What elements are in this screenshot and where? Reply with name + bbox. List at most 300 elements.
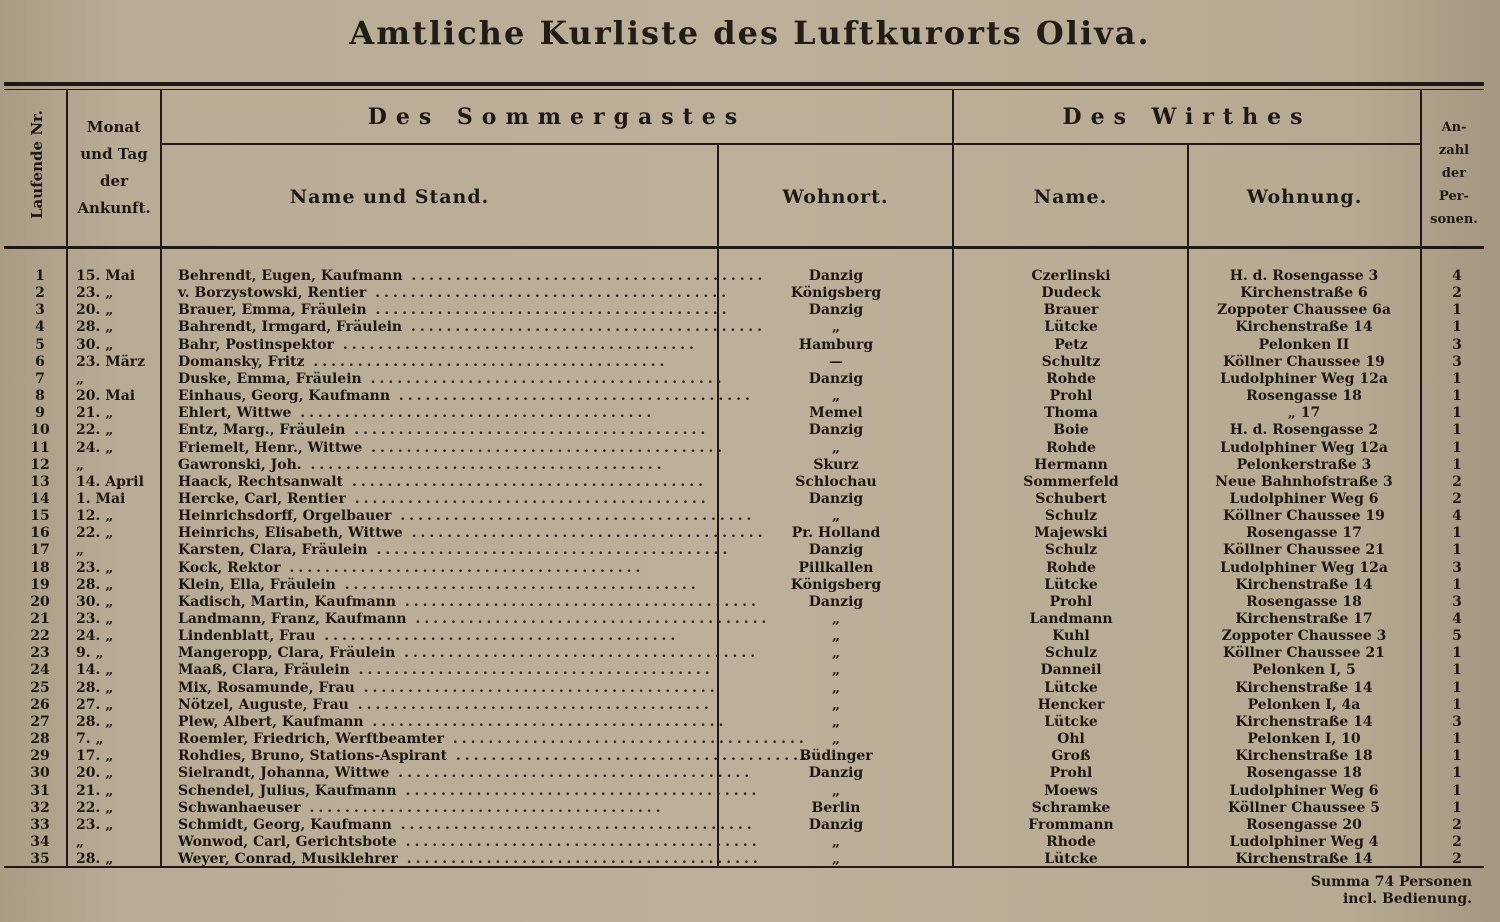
header-date-line: der: [100, 172, 128, 190]
row-arrival-date: 23. März: [76, 353, 146, 370]
row-person-count: 1: [1452, 405, 1462, 422]
row-host-name: Rohde: [1046, 559, 1096, 576]
row-number: 1: [35, 268, 45, 284]
row-arrival-date: „: [76, 456, 85, 473]
row-guest-name: [178, 370, 726, 388]
row-host-name: Brauer: [1043, 302, 1099, 319]
table-row: [0, 474, 1500, 491]
row-host-name: Petz: [1054, 336, 1088, 353]
row-guest-name: [178, 748, 811, 765]
row-guest-name: [178, 474, 708, 491]
row-guest-residence: Königsberg: [790, 285, 882, 302]
row-number: 16: [30, 525, 50, 542]
leader-dots: ........................................: [396, 593, 760, 610]
row-arrival-date: 30. „: [76, 593, 114, 610]
row-person-count: 2: [1452, 285, 1462, 302]
row-host-address: Kirchenstraße 14: [1235, 319, 1373, 336]
row-guest-residence: „: [831, 508, 841, 525]
row-number: 35: [30, 851, 50, 868]
row-host-address: Köllner Chaussee 5: [1228, 799, 1380, 816]
row-host-address: Kirchenstraße 18: [1235, 748, 1373, 765]
table-row: [0, 457, 1500, 474]
header-guest-name: Name und Stand.: [289, 186, 490, 208]
row-host-name: Hencker: [1037, 696, 1105, 713]
summa-total: Summa 74 Personen: [1310, 874, 1472, 890]
row-person-count: 1: [1452, 645, 1462, 662]
row-guest-name-text: Schmidt, Georg, Kaufmann: [178, 816, 392, 833]
row-number: 12: [30, 456, 50, 473]
row-guest-residence: Schlochau: [795, 473, 877, 490]
row-host-address: Rosengasse 17: [1246, 525, 1362, 542]
row-number: 17: [30, 542, 50, 559]
header-guest-group: Des Sommergastes: [367, 104, 747, 130]
leader-dots: ........................................: [304, 353, 669, 370]
row-guest-name: [178, 833, 761, 851]
header-date-line: und Tag: [80, 145, 148, 163]
row-person-count: 1: [1452, 456, 1462, 473]
row-number: 9: [35, 405, 45, 422]
row-guest-residence: Danzig: [808, 370, 864, 387]
row-number: 20: [30, 593, 50, 610]
header-count-line: An-: [1441, 120, 1467, 135]
row-person-count: 2: [1452, 473, 1462, 490]
row-arrival-date: 28. „: [76, 576, 114, 593]
row-host-name: Groß: [1051, 748, 1091, 765]
row-host-name: Prohl: [1049, 593, 1093, 610]
table-row: [0, 817, 1500, 834]
row-number: 22: [30, 628, 50, 645]
header-bottom-rule: [4, 246, 1484, 249]
row-number: 29: [30, 748, 50, 765]
table-row: [0, 354, 1500, 371]
leader-dots: ........................................: [363, 713, 728, 730]
row-host-address: H. d. Rosengasse 2: [1229, 422, 1379, 439]
table-row: [0, 714, 1500, 731]
row-guest-name-text: Rohdies, Bruno, Stations-Aspirant: [178, 748, 448, 765]
row-arrival-date: 22. „: [76, 799, 114, 816]
row-guest-name: [178, 302, 731, 319]
row-guest-name: [178, 422, 708, 439]
row-guest-name: [178, 542, 732, 559]
row-number: 25: [30, 679, 50, 696]
row-arrival-date: 20. „: [76, 302, 114, 319]
row-number: 28: [30, 731, 50, 748]
row-number: 18: [30, 559, 50, 576]
table-row: [0, 525, 1500, 542]
row-number: 27: [30, 713, 50, 730]
row-guest-residence: „: [831, 439, 841, 456]
row-person-count: 1: [1452, 370, 1462, 387]
top-rule: [4, 82, 1484, 86]
row-number: 4: [35, 319, 45, 336]
row-host-address: Rosengasse 18: [1246, 388, 1362, 405]
row-number: 6: [35, 353, 45, 370]
table-row: [0, 680, 1500, 697]
leader-dots: ........................................: [396, 833, 761, 850]
table-row: [0, 748, 1500, 765]
row-host-address: Ludolphiner Weg 6: [1229, 782, 1379, 799]
row-guest-name-text: Weyer, Conrad, Musiklehrer: [178, 851, 398, 868]
row-arrival-date: 14. „: [76, 662, 114, 679]
row-host-address: Kirchenstraße 17: [1235, 611, 1373, 627]
table-row: [0, 851, 1500, 868]
row-host-address: Kirchenstraße 6: [1240, 285, 1368, 302]
row-host-name: Dudeck: [1041, 285, 1101, 302]
row-host-name: Lütcke: [1044, 679, 1098, 696]
table-row: [0, 491, 1500, 508]
row-guest-name: [178, 816, 756, 834]
leader-dots: ........................................: [402, 319, 766, 336]
row-arrival-date: „: [76, 833, 85, 850]
row-guest-residence: Danzig: [808, 593, 864, 610]
row-host-address: Ludolphiner Weg 4: [1229, 833, 1379, 850]
row-host-name: Lütcke: [1044, 851, 1098, 868]
leader-dots: ........................................: [345, 490, 710, 507]
row-guest-name-text: Domansky, Fritz: [178, 353, 305, 370]
row-guest-residence: „: [831, 319, 841, 336]
row-person-count: 1: [1452, 748, 1462, 765]
leader-dots: ........................................: [345, 422, 710, 439]
row-guest-name-text: Klein, Ella, Fräulein: [178, 576, 336, 593]
row-person-count: 1: [1452, 388, 1462, 405]
row-arrival-date: 21. „: [76, 782, 114, 799]
row-host-address: Ludolphiner Weg 12a: [1220, 559, 1388, 576]
row-number: 7: [35, 370, 45, 387]
row-guest-name-text: Kock, Rektor: [178, 559, 281, 576]
row-guest-residence: Danzig: [808, 765, 864, 782]
row-arrival-date: 14. April: [76, 473, 144, 490]
row-number: 32: [30, 799, 50, 816]
row-host-address: Ludolphiner Weg 6: [1229, 490, 1379, 507]
row-host-address: Kirchenstraße 14: [1235, 713, 1373, 730]
leader-dots: ........................................: [343, 473, 707, 490]
row-guest-name: [178, 439, 727, 457]
header-guest-ort: Wohnort.: [782, 186, 889, 208]
row-guest-name: [178, 457, 708, 474]
row-host-name: Schulz: [1044, 508, 1098, 525]
row-guest-residence: Hamburg: [798, 336, 874, 353]
row-guest-residence: Skurz: [813, 456, 859, 473]
row-host-address: Pelonkerstraße 3: [1236, 456, 1372, 473]
row-arrival-date: 28. „: [76, 319, 114, 336]
row-guest-name: [178, 662, 714, 679]
row-guest-name-text: Gawronski, Joh.: [178, 456, 302, 473]
row-number: 34: [30, 833, 50, 850]
row-person-count: 4: [1452, 508, 1462, 525]
table-row: [0, 285, 1500, 302]
row-number: 21: [30, 611, 50, 627]
row-person-count: 4: [1452, 611, 1462, 627]
row-host-name: Lütcke: [1044, 713, 1098, 730]
row-guest-name-text: Heinrichs, Elisabeth, Wittwe: [178, 525, 403, 542]
row-host-address: Neue Bahnhofstraße 3: [1215, 473, 1393, 490]
row-person-count: 1: [1452, 302, 1462, 319]
table-row: [0, 765, 1500, 782]
row-person-count: 4: [1452, 268, 1462, 284]
row-person-count: 5: [1452, 628, 1462, 645]
leader-dots: ........................................: [366, 285, 731, 302]
leader-dots: ........................................: [402, 525, 767, 542]
row-number: 5: [35, 336, 45, 353]
row-person-count: 1: [1452, 765, 1462, 782]
row-person-count: 1: [1452, 542, 1462, 559]
row-guest-name: [178, 611, 771, 628]
row-guest-name: [178, 851, 762, 868]
header-laufende-nr: Laufende Nr.: [28, 110, 46, 220]
row-guest-name-text: Mix, Rosamunde, Frau: [178, 679, 355, 696]
row-guest-name-text: v. Borzystowski, Rentier: [178, 285, 367, 302]
row-host-name: Landmann: [1029, 611, 1113, 627]
row-arrival-date: 23. „: [76, 611, 114, 627]
row-person-count: 1: [1452, 662, 1462, 679]
table-row: [0, 268, 1500, 285]
table-row: [0, 628, 1500, 645]
leader-dots: ........................................: [367, 542, 732, 559]
page-title: Amtliche Kurliste des Luftkurorts Oliva.: [349, 14, 1151, 52]
row-host-address: Ludolphiner Weg 12a: [1220, 439, 1388, 456]
row-guest-name-text: Mangeropp, Clara, Fräulein: [178, 645, 396, 662]
row-host-name: Prohl: [1049, 765, 1093, 782]
row-guest-name: [178, 560, 708, 577]
row-guest-residence: Berlin: [811, 799, 861, 816]
row-guest-residence: Pr. Holland: [791, 525, 881, 542]
row-person-count: 1: [1452, 782, 1462, 799]
row-host-address: Kirchenstraße 14: [1235, 851, 1373, 868]
row-arrival-date: 17. „: [76, 748, 114, 765]
row-guest-name: [178, 731, 808, 748]
row-host-name: Schubert: [1035, 490, 1107, 507]
table-row: [0, 611, 1500, 628]
row-arrival-date: 22. „: [76, 525, 114, 542]
leader-dots: ........................................: [397, 851, 762, 868]
row-number: 31: [30, 782, 50, 799]
group-divider-rule: [160, 143, 1420, 145]
row-number: 24: [30, 662, 50, 679]
row-guest-name: [178, 491, 708, 508]
row-person-count: 1: [1452, 439, 1462, 456]
row-guest-name-text: Maaß, Clara, Fräulein: [178, 662, 350, 679]
row-person-count: 3: [1452, 559, 1462, 576]
row-guest-name: [178, 765, 754, 782]
row-guest-residence: Danzig: [808, 542, 864, 559]
leader-dots: ........................................: [396, 782, 761, 799]
row-guest-name-text: Entz, Marg., Fräulein: [178, 422, 346, 439]
row-host-address: Köllner Chaussee 21: [1223, 542, 1385, 559]
row-person-count: 1: [1452, 319, 1462, 336]
table-row: [0, 800, 1500, 817]
table-row: [0, 508, 1500, 525]
row-host-name: Schulz: [1044, 542, 1098, 559]
row-person-count: 3: [1452, 336, 1462, 353]
row-number: 2: [35, 285, 45, 302]
row-guest-name-text: Duske, Emma, Fräulein: [178, 370, 362, 387]
row-guest-name-text: Bahr, Postinspektor: [178, 336, 334, 353]
row-arrival-date: 12. „: [76, 508, 114, 525]
row-arrival-date: 23. „: [76, 816, 114, 833]
row-person-count: 2: [1452, 833, 1462, 850]
row-guest-name: [178, 679, 719, 697]
row-host-name: Schulz: [1044, 645, 1098, 662]
row-person-count: 1: [1452, 422, 1462, 439]
row-host-address: Pelonken I, 10: [1247, 731, 1361, 748]
row-number: 33: [30, 816, 50, 833]
header-count: [1422, 116, 1486, 231]
row-host-address: Pelonken I, 4a: [1247, 696, 1361, 713]
header-host-wohnung: Wohnung.: [1246, 186, 1363, 208]
row-guest-name: [178, 268, 767, 285]
row-guest-name: [178, 800, 708, 817]
row-arrival-date: 22. „: [76, 422, 114, 439]
row-host-name: Majewski: [1034, 525, 1108, 542]
header-count-line: Per-: [1439, 189, 1469, 204]
row-guest-residence: „: [831, 645, 841, 662]
row-guest-name-text: Kadisch, Martin, Kaufmann: [178, 593, 397, 610]
row-guest-name-text: Schwanhaeuser: [178, 799, 301, 816]
row-guest-residence: „: [831, 833, 841, 850]
row-arrival-date: 30. „: [76, 336, 114, 353]
table-row: [0, 834, 1500, 851]
row-arrival-date: 9. „: [76, 645, 104, 662]
header-count-line: sonen.: [1430, 212, 1478, 227]
row-guest-residence: Danzig: [808, 302, 864, 319]
row-host-name: Frommann: [1028, 816, 1114, 833]
table-row: [0, 560, 1500, 577]
row-guest-name-text: Landmann, Franz, Kaufmann: [178, 611, 407, 627]
row-host-name: Lütcke: [1044, 576, 1098, 593]
row-host-name: Kuhl: [1052, 628, 1090, 645]
header-date: [70, 114, 158, 222]
row-arrival-date: 23. „: [76, 285, 114, 302]
row-number: 15: [30, 508, 50, 525]
row-host-address: Zoppoter Chaussee 3: [1221, 628, 1387, 645]
row-person-count: 1: [1452, 679, 1462, 696]
row-guest-name: [178, 285, 731, 302]
row-guest-name-text: Roemler, Friedrich, Werftbeamter: [178, 731, 444, 748]
row-host-address: Pelonken I, 5: [1252, 662, 1356, 679]
row-host-address: Kirchenstraße 14: [1235, 576, 1373, 593]
header-date-line: Monat: [86, 118, 142, 136]
row-guest-name: [178, 645, 760, 662]
row-guest-residence: „: [831, 731, 841, 748]
row-host-address: Rosengasse 18: [1246, 593, 1362, 610]
row-guest-name-text: Einhaus, Georg, Kaufmann: [178, 388, 391, 405]
row-number: 3: [35, 302, 45, 319]
row-guest-name: [178, 354, 708, 371]
row-arrival-date: „: [76, 370, 85, 387]
row-guest-name-text: Wonwod, Carl, Gerichtsbote: [178, 833, 397, 850]
summa-note: [1311, 874, 1472, 908]
leader-dots: ........................................: [333, 336, 698, 353]
row-guest-residence: „: [831, 713, 841, 730]
row-guest-residence: Königsberg: [790, 576, 882, 593]
row-host-name: Lütcke: [1044, 319, 1098, 336]
row-guest-name: [178, 405, 708, 422]
row-guest-name-text: Heinrichsdorff, Orgelbauer: [178, 508, 392, 525]
row-arrival-date: 24. „: [76, 439, 114, 456]
row-guest-name-text: Hercke, Carl, Rentier: [178, 490, 346, 507]
row-guest-name-text: Haack, Rechtsanwalt: [178, 473, 344, 490]
row-guest-residence: Büdinger: [799, 748, 873, 765]
row-guest-name-text: Bahrendt, Irmgard, Fräulein: [178, 319, 403, 336]
row-host-address: Köllner Chaussee 19: [1223, 353, 1385, 370]
row-guest-name-text: Sielrandt, Johanna, Wittwe: [178, 765, 390, 782]
header-date-line: Ankunft.: [77, 199, 151, 217]
row-host-address: Pelonken II: [1258, 336, 1350, 353]
leader-dots: ........................................: [389, 765, 754, 782]
row-arrival-date: 23. „: [76, 559, 114, 576]
row-person-count: 1: [1452, 525, 1462, 542]
row-guest-residence: „: [831, 782, 841, 799]
leader-dots: ........................................: [348, 696, 713, 713]
leader-dots: ........................................: [402, 268, 767, 284]
table-row: [0, 542, 1500, 559]
row-host-name: Rohde: [1046, 370, 1096, 387]
table-row: [0, 645, 1500, 662]
table-row: [0, 388, 1500, 405]
leader-dots: ........................................: [391, 508, 756, 525]
row-person-count: 3: [1452, 353, 1462, 370]
leader-dots: ........................................: [366, 302, 731, 319]
row-guest-residence: Danzig: [808, 268, 864, 284]
table-row: [0, 405, 1500, 422]
row-host-name: Czerlinski: [1031, 268, 1111, 284]
leader-dots: ........................................: [390, 388, 754, 405]
summa-incl: incl. Bedienung.: [1342, 891, 1472, 907]
row-arrival-date: 21. „: [76, 405, 114, 422]
row-number: 14: [30, 490, 50, 507]
row-guest-name-text: Friemelt, Henr., Wittwe: [178, 439, 363, 456]
row-guest-name-text: Brauer, Emma, Fräulein: [178, 302, 367, 319]
leader-dots: ........................................: [406, 611, 771, 627]
row-number: 23: [30, 645, 50, 662]
row-arrival-date: 24. „: [76, 628, 114, 645]
row-guest-name-text: Nötzel, Auguste, Frau: [178, 696, 349, 713]
row-host-name: Prohl: [1049, 388, 1093, 405]
table-row: [0, 371, 1500, 388]
row-guest-name: [178, 577, 708, 594]
row-guest-name: [178, 628, 708, 645]
row-guest-residence: —: [829, 353, 843, 370]
table-row: [0, 319, 1500, 336]
row-guest-residence: „: [831, 679, 841, 696]
header-host-group: Des Wirthes: [1062, 104, 1312, 130]
row-guest-name: [178, 696, 713, 714]
row-guest-residence: Danzig: [808, 422, 864, 439]
row-guest-name-text: Ehlert, Wittwe: [178, 405, 292, 422]
row-guest-name-text: Schendel, Julius, Kaufmann: [178, 782, 397, 799]
leader-dots: ........................................: [443, 731, 808, 748]
row-guest-residence: „: [831, 696, 841, 713]
row-guest-residence: „: [831, 388, 841, 405]
row-person-count: 2: [1452, 490, 1462, 507]
row-number: 30: [30, 765, 50, 782]
row-host-name: Thoma: [1044, 405, 1098, 422]
row-guest-name: [178, 713, 728, 731]
row-guest-residence: „: [831, 611, 841, 627]
row-number: 13: [30, 473, 50, 490]
row-host-name: Rohde: [1046, 439, 1096, 456]
row-host-name: Schultz: [1041, 353, 1101, 370]
row-number: 11: [30, 439, 50, 456]
row-guest-name: [178, 508, 756, 525]
table-row: [0, 594, 1500, 611]
table-row: [0, 697, 1500, 714]
row-host-address: Kirchenstraße 14: [1235, 679, 1373, 696]
row-arrival-date: 28. „: [76, 713, 114, 730]
leader-dots: ........................................: [280, 559, 645, 576]
row-person-count: 3: [1452, 713, 1462, 730]
row-host-name: Boie: [1053, 422, 1089, 439]
